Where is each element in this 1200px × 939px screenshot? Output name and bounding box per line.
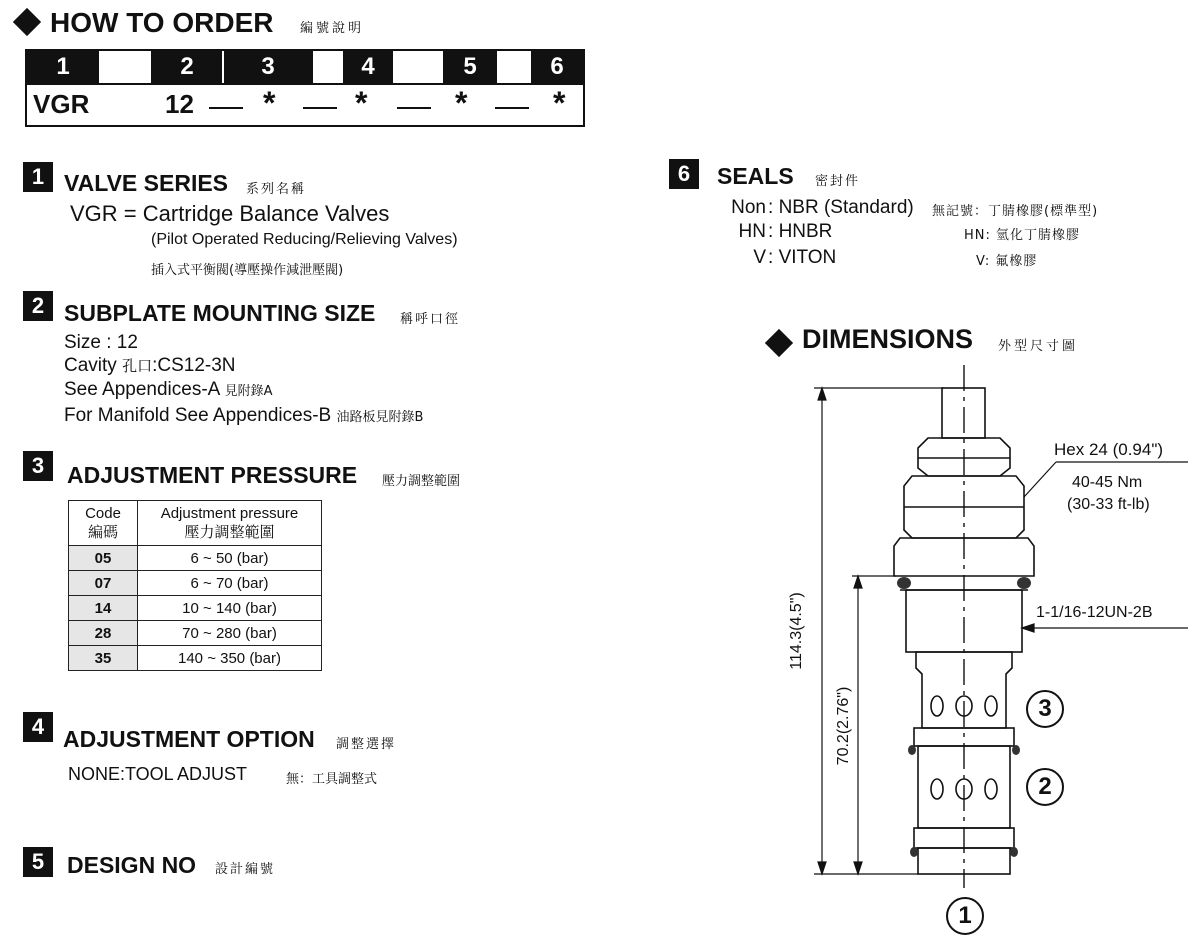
order-value-series: VGR — [33, 89, 90, 119]
header-code-label-cn: 編碼 — [87, 523, 118, 541]
section-number-6: 6 — [669, 159, 699, 189]
order-value-option: * — [355, 85, 368, 121]
order-value-seals: * — [553, 85, 566, 121]
table-row — [69, 571, 322, 596]
dimensions-title: DIMENSIONS — [802, 324, 974, 354]
seal-cn-v: V: 氟橡膠 — [976, 254, 1038, 269]
design-no-title: DESIGN NO — [67, 852, 197, 878]
table-row — [69, 646, 322, 671]
table-row — [69, 546, 322, 571]
section-number-3: 3 — [23, 451, 53, 481]
overall-length-label: 114.3(4.5") — [788, 592, 805, 670]
row-range: 10 ~ 140 (bar) — [138, 596, 322, 621]
subplate-size: Size : 12 — [64, 332, 138, 353]
order-header-3: 3 — [223, 51, 313, 83]
table-row — [69, 621, 322, 646]
port-2-marker: 2 — [1026, 768, 1064, 806]
pressure-table-header — [69, 501, 322, 546]
row-code: 07 — [69, 571, 138, 596]
seal-desc-hn-text: HNBR — [778, 221, 833, 242]
order-code-table — [25, 49, 585, 127]
cavity-value: :CS12-3N — [152, 355, 236, 376]
header-range-label-cn: 壓力調整範圍 — [184, 523, 275, 541]
see-appendix-a-label: See Appendices-A — [64, 379, 220, 400]
subplate-title-cn: 稱呼口徑 — [400, 312, 461, 327]
order-header-4: 4 — [343, 51, 393, 83]
order-header-1: 1 — [27, 51, 99, 83]
header-range-label: Adjustment pressure — [160, 505, 299, 522]
torque-nm-label: 40-45 Nm — [1072, 474, 1143, 491]
order-header-6: 6 — [531, 51, 583, 83]
pressure-table-wrap — [68, 500, 322, 671]
row-code: 14 — [69, 596, 138, 621]
thread-spec-label: 1-1/16-12UN-2B — [1036, 604, 1153, 621]
order-value-pressure: * — [263, 85, 276, 121]
hex-size-label: Hex 24 (0.94") — [1054, 440, 1164, 459]
seal-desc-hn: : HNBR — [768, 221, 833, 242]
diamond-icon — [13, 8, 41, 36]
section-number-5: 5 — [23, 847, 53, 877]
row-range: 70 ~ 280 (bar) — [138, 621, 322, 646]
seal-desc-v: : VITON — [768, 247, 837, 268]
order-value-size: 12 — [165, 89, 194, 119]
seal-desc-v-text: VITON — [778, 247, 837, 268]
order-value-design: * — [455, 85, 468, 121]
diamond-icon — [765, 329, 793, 357]
subplate-see-appendix-a — [64, 379, 272, 401]
adjustment-option-title: ADJUSTMENT OPTION — [63, 726, 315, 752]
table-row — [69, 596, 322, 621]
row-code: 05 — [69, 546, 138, 571]
see-appendix-a-cn: 見附錄A — [224, 384, 273, 399]
header-range — [138, 501, 322, 546]
insertion-length-label: 70.2(2.76") — [835, 686, 852, 766]
seals-title-cn: 密封件 — [815, 174, 861, 189]
order-header-2: 2 — [151, 51, 223, 83]
adjustment-option-value: NONE:TOOL ADJUST — [68, 764, 248, 784]
seal-code-non: Non — [731, 197, 766, 218]
valve-series-title-cn: 系列名稱 — [246, 182, 307, 197]
valve-series-subtitle-cn: 插入式平衡閥(導壓操作減泄壓閥) — [151, 263, 344, 278]
torque-ftlb-label: (30-33 ft-lb) — [1067, 496, 1150, 513]
section-number-1: 1 — [23, 162, 53, 192]
port-1-marker: 1 — [946, 897, 984, 935]
seal-code-hn: HN — [738, 221, 766, 242]
seal-code-v: V — [753, 247, 766, 268]
header-code — [69, 501, 138, 546]
row-code: 28 — [69, 621, 138, 646]
dimensions-title-cn: 外型尺寸圖 — [998, 339, 1079, 354]
adjustment-option-title-cn: 調整選擇 — [336, 737, 397, 752]
port-3-marker: 3 — [1026, 690, 1064, 728]
design-no-title-cn: 設計編號 — [215, 862, 276, 877]
subplate-title: SUBPLATE MOUNTING SIZE — [64, 300, 376, 326]
seal-desc-non: : NBR (Standard) — [768, 197, 914, 218]
subplate-cavity — [64, 355, 236, 377]
seals-title: SEALS — [717, 163, 794, 189]
manifold-cn: 油路板見附錄B — [336, 410, 424, 425]
manifold-label: For Manifold See Appendices-B — [64, 405, 332, 426]
pressure-table — [68, 500, 322, 671]
adjustment-option-value-cn: 無：工具調整式 — [286, 772, 378, 787]
subplate-manifold — [64, 405, 423, 427]
valve-series-description: VGR = Cartridge Balance Valves — [70, 201, 390, 226]
seal-desc-non-text: NBR (Standard) — [778, 197, 914, 218]
how-to-order-title: HOW TO ORDER — [50, 7, 274, 38]
cavity-label-cn: 孔口 — [122, 357, 153, 375]
section-number-2: 2 — [23, 291, 53, 321]
row-range: 6 ~ 50 (bar) — [138, 546, 322, 571]
adjustment-pressure-title: ADJUSTMENT PRESSURE — [67, 462, 358, 488]
row-range: 6 ~ 70 (bar) — [138, 571, 322, 596]
adjustment-pressure-title-cn: 壓力調整範圍 — [382, 474, 461, 489]
valve-series-title: VALVE SERIES — [64, 170, 229, 196]
row-range: 140 ~ 350 (bar) — [138, 646, 322, 671]
how-to-order-title-cn: 編號說明 — [300, 21, 365, 36]
section-number-4: 4 — [23, 712, 53, 742]
row-code: 35 — [69, 646, 138, 671]
order-header-5: 5 — [443, 51, 497, 83]
seal-cn-non: 無記號：丁腈橡膠(標準型) — [932, 204, 1099, 219]
valve-series-subtitle: (Pilot Operated Reducing/Relieving Valves) — [151, 231, 458, 248]
header-code-label: Code — [85, 505, 121, 522]
cavity-label: Cavity — [64, 355, 117, 376]
seal-cn-hn: HN: 氫化丁腈橡膠 — [964, 228, 1081, 243]
